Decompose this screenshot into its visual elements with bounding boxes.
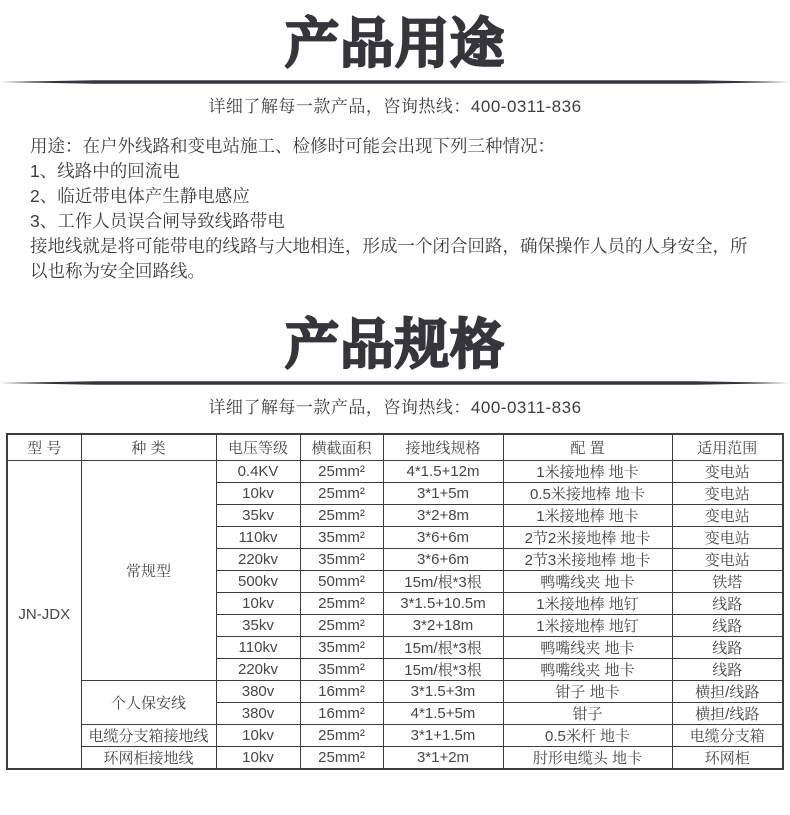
table-cell: 3*6+6m [383, 526, 503, 548]
category-cell: 电缆分支箱接地线 [81, 724, 216, 746]
table-cell: 110kv [216, 636, 300, 658]
table-cell: 线路 [672, 614, 783, 636]
table-cell: 25mm² [300, 724, 383, 746]
table-cell: 25mm² [300, 482, 383, 504]
table-cell: 线路 [672, 658, 783, 680]
table-cell: 钳子 [503, 702, 672, 724]
table-cell: 35mm² [300, 548, 383, 570]
table-cell: 25mm² [300, 460, 383, 482]
column-header: 横截面积 [300, 434, 383, 460]
table-cell: 3*1+2m [383, 746, 503, 769]
table-cell: 4*1.5+5m [383, 702, 503, 724]
table-cell: 220kv [216, 658, 300, 680]
table-cell: 3*1+1.5m [383, 724, 503, 746]
table-cell: 0.5米接地棒 地卡 [503, 482, 672, 504]
usage-paragraph: 接地线就是将可能带电的线路与大地相连，形成一个闭合回路，确保操作人员的人身安全，所以也称为安全回路线。 [30, 236, 748, 281]
table-cell: 2节2米接地棒 地卡 [503, 526, 672, 548]
column-header: 接地线规格 [383, 434, 503, 460]
usage-title: 产品用途 [285, 14, 505, 74]
table-cell: 15m/根*3根 [383, 658, 503, 680]
table-cell: 50mm² [300, 570, 383, 592]
table-cell: 110kv [216, 526, 300, 548]
table-cell: 3*1.5+3m [383, 680, 503, 702]
table-cell: 横担/线路 [672, 680, 783, 702]
usage-item-2: 2、临近带电体产生静电感应 [30, 186, 250, 206]
section-usage [0, 13, 790, 284]
table-row [7, 746, 783, 769]
column-header: 适用范围 [672, 434, 783, 460]
table-cell: 环网柜 [672, 746, 783, 769]
model-cell: JN-JDX [7, 460, 81, 769]
table-cell: 3*1+5m [383, 482, 503, 504]
table-cell: 10kv [216, 482, 300, 504]
table-cell: 鸭嘴线夹 地卡 [503, 636, 672, 658]
specs-title: 产品规格 [285, 315, 505, 375]
table-cell: 变电站 [672, 460, 783, 482]
table-cell: 380v [216, 702, 300, 724]
table-cell: 铁塔 [672, 570, 783, 592]
usage-item-1: 1、线路中的回流电 [30, 161, 180, 181]
table-row [7, 724, 783, 746]
table-cell: 3*2+18m [383, 614, 503, 636]
table-cell: 变电站 [672, 548, 783, 570]
hotline-text: 详细了解每一款产品，咨询热线：400-0311-836 [208, 398, 582, 417]
table-cell: 25mm² [300, 614, 383, 636]
table-cell: 变电站 [672, 526, 783, 548]
table-row [7, 680, 783, 702]
category-cell: 常规型 [81, 460, 216, 680]
table-cell: 15m/根*3根 [383, 636, 503, 658]
table-cell: 3*2+8m [383, 504, 503, 526]
column-header: 种 类 [81, 434, 216, 460]
table-cell: 线路 [672, 636, 783, 658]
table-cell: 鸭嘴线夹 地卡 [503, 658, 672, 680]
table-cell: 2节3米接地棒 地卡 [503, 548, 672, 570]
table-cell: 25mm² [300, 746, 383, 769]
table-cell: 0.5米杆 地卡 [503, 724, 672, 746]
table-cell: 35mm² [300, 658, 383, 680]
table-cell: 35mm² [300, 636, 383, 658]
column-header: 配 置 [503, 434, 672, 460]
page [0, 13, 790, 815]
table-cell: 线路 [672, 592, 783, 614]
table-cell: 10kv [216, 592, 300, 614]
table-cell: 380v [216, 680, 300, 702]
table-cell: 3*6+6m [383, 548, 503, 570]
table-cell: 3*1.5+10.5m [383, 592, 503, 614]
table-cell: 500kv [216, 570, 300, 592]
table-cell: 25mm² [300, 592, 383, 614]
table-cell: 1米接地棒 地卡 [503, 504, 672, 526]
column-header: 型 号 [7, 434, 81, 460]
category-cell: 个人保安线 [81, 680, 216, 724]
table-cell: 35mm² [300, 526, 383, 548]
table-cell: 0.4KV [216, 460, 300, 482]
table-cell: 220kv [216, 548, 300, 570]
table-cell: 15m/根*3根 [383, 570, 503, 592]
usage-body [0, 134, 790, 284]
hotline-text: 详细了解每一款产品，咨询热线：400-0311-836 [208, 97, 582, 116]
table-cell: 1米接地棒 地卡 [503, 460, 672, 482]
table-cell: 25mm² [300, 504, 383, 526]
category-cell: 环网柜接地线 [81, 746, 216, 769]
table-header-row [7, 434, 783, 460]
title-underline [0, 380, 790, 386]
spec-table [6, 433, 784, 770]
table-cell: 10kv [216, 724, 300, 746]
table-cell: 肘形电缆头 地卡 [503, 746, 672, 769]
title-underline [0, 79, 790, 85]
table-row [7, 460, 783, 482]
table-cell: 1米接地棒 地钉 [503, 592, 672, 614]
usage-item-3: 3、工作人员误合闸导致线路带电 [30, 211, 285, 231]
table-cell: 35kv [216, 614, 300, 636]
column-header: 电压等级 [216, 434, 300, 460]
table-cell: 变电站 [672, 482, 783, 504]
table-cell: 钳子 地卡 [503, 680, 672, 702]
usage-intro: 用途：在户外线路和变电站施工、检修时可能会出现下列三种情况： [30, 136, 555, 156]
table-cell: 10kv [216, 746, 300, 769]
table-cell: 电缆分支箱 [672, 724, 783, 746]
table-cell: 16mm² [300, 702, 383, 724]
table-cell: 4*1.5+12m [383, 460, 503, 482]
table-cell: 16mm² [300, 680, 383, 702]
table-cell: 35kv [216, 504, 300, 526]
section-specs [0, 314, 790, 770]
table-cell: 横担/线路 [672, 702, 783, 724]
table-cell: 1米接地棒 地钉 [503, 614, 672, 636]
table-cell: 鸭嘴线夹 地卡 [503, 570, 672, 592]
table-cell: 变电站 [672, 504, 783, 526]
